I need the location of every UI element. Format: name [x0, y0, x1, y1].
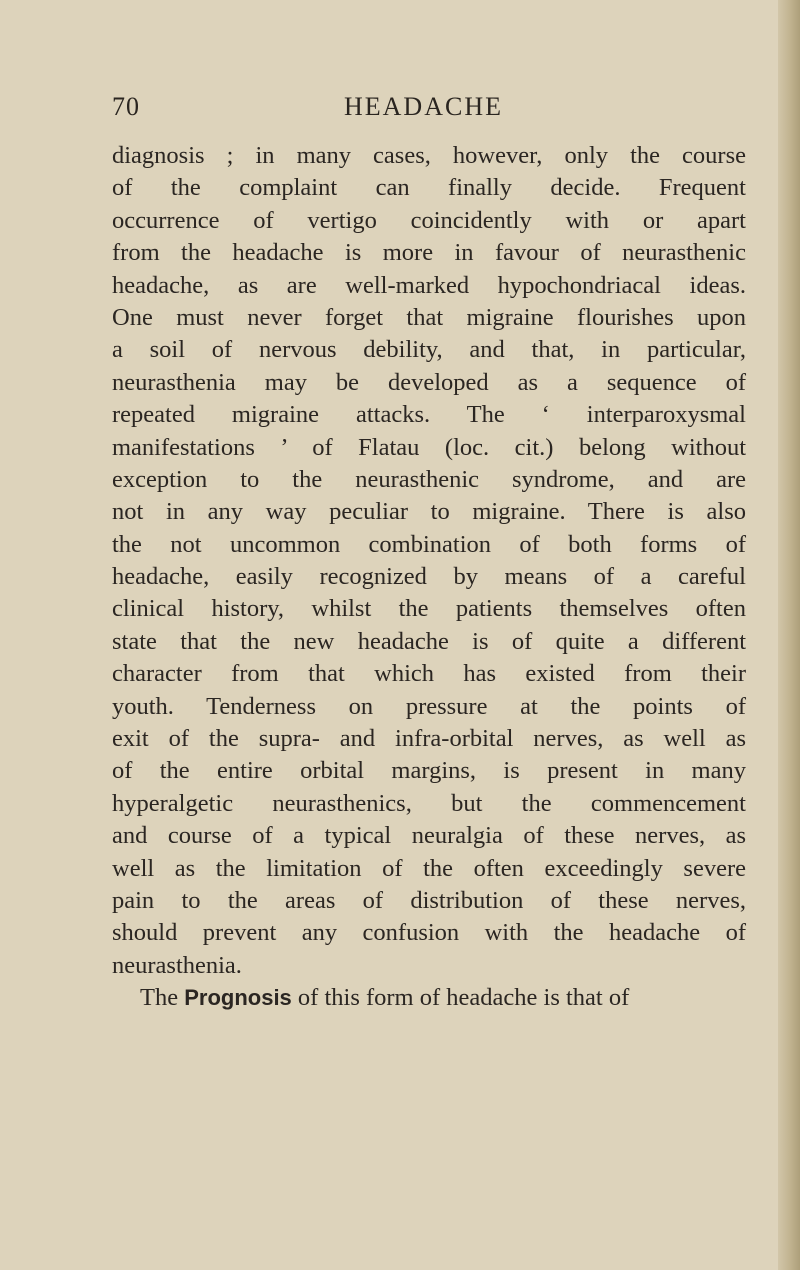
text-line: state that the new headache is of quite a different — [112, 627, 746, 655]
text-line: headache, as are well-marked hypochondriacal ideas. — [112, 271, 746, 299]
text-line: well as the limitation of the often exceedingly severe — [112, 854, 746, 882]
prognosis-line-end: of this form of headache is that of — [291, 984, 630, 1012]
text-line: neurasthenia may be developed as a sequence of — [112, 368, 746, 396]
text-line: exit of the supra- and infra-orbital nerves, as well as — [112, 725, 746, 753]
page-header — [112, 92, 732, 128]
text-line: diagnosis ; in many cases, however, only the course — [112, 142, 746, 169]
prognosis-line-start: The — [140, 984, 185, 1012]
body-text — [112, 140, 746, 1015]
text-line: the not uncommon combination of both forms of — [112, 530, 746, 558]
text-line: not in any way peculiar to migraine. There is also — [112, 498, 746, 526]
text-line: should prevent any confusion with the headache of — [112, 919, 746, 947]
text-line: character from that which has existed from their — [112, 660, 746, 688]
text-line: from the headache is more in favour of neurasthenic — [112, 239, 746, 267]
text-line: a soil of nervous debility, and that, in particular, — [112, 336, 746, 364]
text-line: repeated migraine attacks. The ‘ interparoxysmal — [112, 401, 746, 429]
text-line: One must never forget that migraine flourishes upon — [112, 303, 746, 331]
text-line: hyperalgetic neurasthenics, but the commencement — [112, 789, 746, 817]
text-line: exception to the neurasthenic syndrome, and are — [112, 465, 746, 493]
page-number: 70 — [112, 92, 140, 121]
prognosis-line — [112, 982, 746, 1014]
text-line: of the entire orbital margins, is present in many — [112, 757, 746, 785]
prognosis-heading: Prognosis — [184, 985, 292, 1011]
running-head: HEADACHE — [344, 92, 503, 121]
text-line: occurrence of vertigo coincidently with or apart — [112, 206, 746, 234]
text-line: manifestations ’ of Flatau (loc. cit.) belong without — [112, 433, 746, 461]
text-line: clinical history, whilst the patients themselves often — [112, 595, 746, 623]
page-edge-shadow — [778, 0, 800, 1270]
text-line: pain to the areas of distribution of these nerves, — [112, 886, 746, 914]
text-line: youth. Tenderness on pressure at the points of — [112, 692, 746, 720]
text-line: headache, easily recognized by means of a careful — [112, 563, 746, 591]
text-line: of the complaint can finally decide. Frequent — [112, 174, 746, 202]
text-line: and course of a typical neuralgia of these nerves, as — [112, 822, 746, 850]
paragraph-end-line: neurasthenia. — [112, 951, 242, 979]
